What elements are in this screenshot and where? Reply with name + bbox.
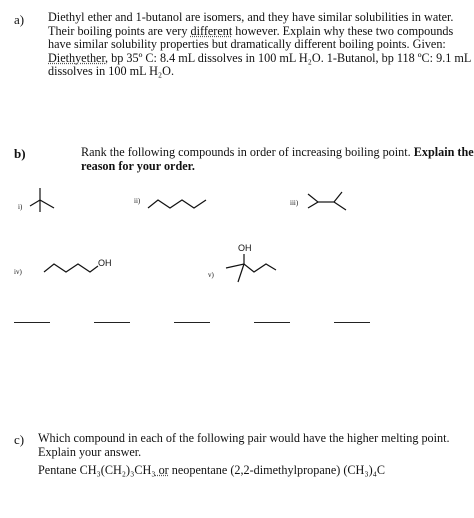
part-b-line-1: [81, 146, 474, 160]
answer-blank-1[interactable]: [14, 322, 50, 323]
part-a-line-4-rest: bp 35º C: 8.4 mL dissolves in 100 mL H₂O. 1-Butanol, bp 118 ºC: 9.1 mL: [111, 50, 472, 65]
part-c-text: [38, 432, 450, 459]
part-a-line-2: [48, 25, 471, 39]
part-a-line-3: have similar solubility properties but dramatically different boiling points. Given:: [48, 37, 446, 52]
part-a-line-2-rest: however. Explain why these two compounds: [232, 23, 454, 38]
compound-label-v: v): [208, 271, 214, 279]
part-a-line-1: Diethyl ether and 1-butanol are isomers, and they have similar solubilities in water.: [48, 10, 454, 24]
neopentane-formula: neopentane (2,2-dimethylpropane) (CH₃)₄C: [168, 463, 386, 477]
oh-label-iv: OH: [98, 258, 112, 268]
answer-blank-4[interactable]: [254, 322, 290, 323]
structure-iv-skeletal: [44, 258, 104, 278]
part-a-line-2-start: Their boiling points are very: [48, 23, 191, 38]
part-a-line-5: dissolves in 100 mL H₂O.: [48, 64, 175, 79]
part-c-line-2: Explain your answer.: [38, 444, 142, 459]
part-a-label: a): [14, 12, 25, 27]
part-b-line-2: reason for your order.: [81, 158, 195, 173]
part-b-label: b): [14, 146, 26, 161]
different-word: different: [190, 23, 233, 38]
answer-blank-3[interactable]: [174, 322, 210, 323]
answer-blank-5[interactable]: [334, 322, 370, 323]
compound-label-ii: ii): [134, 197, 141, 205]
part-c-pair: [38, 464, 385, 478]
part-c-line-1: Which compound in each of the following pair would have the higher melting point.: [38, 431, 450, 445]
part-b-line-1-bold: Explain the: [413, 145, 474, 159]
answer-blank-2[interactable]: [94, 322, 130, 323]
structure-iii-skeletal: [308, 188, 358, 218]
part-a-line-4: [48, 52, 471, 66]
part-b-text: [81, 146, 474, 173]
compound-label-iv: iv): [14, 268, 22, 276]
compound-label-i: i): [18, 203, 23, 211]
structure-ii-skeletal: [148, 196, 218, 216]
or-word: or: [155, 463, 169, 477]
oh-label-v: OH: [238, 243, 252, 253]
structure-i-skeletal: [30, 188, 70, 218]
diethylether-word: Diethyether,: [48, 50, 109, 65]
part-a-text: [48, 11, 471, 79]
part-c-label: c): [14, 432, 25, 447]
structure-v-skeletal: [218, 254, 278, 289]
pentane-formula: Pentane CH₃(CH₂)₃CH₃: [38, 463, 156, 477]
part-b-line-1-normal: Rank the following compounds in order of increasing boiling point.: [81, 145, 414, 159]
compound-label-iii: iii): [290, 199, 299, 207]
